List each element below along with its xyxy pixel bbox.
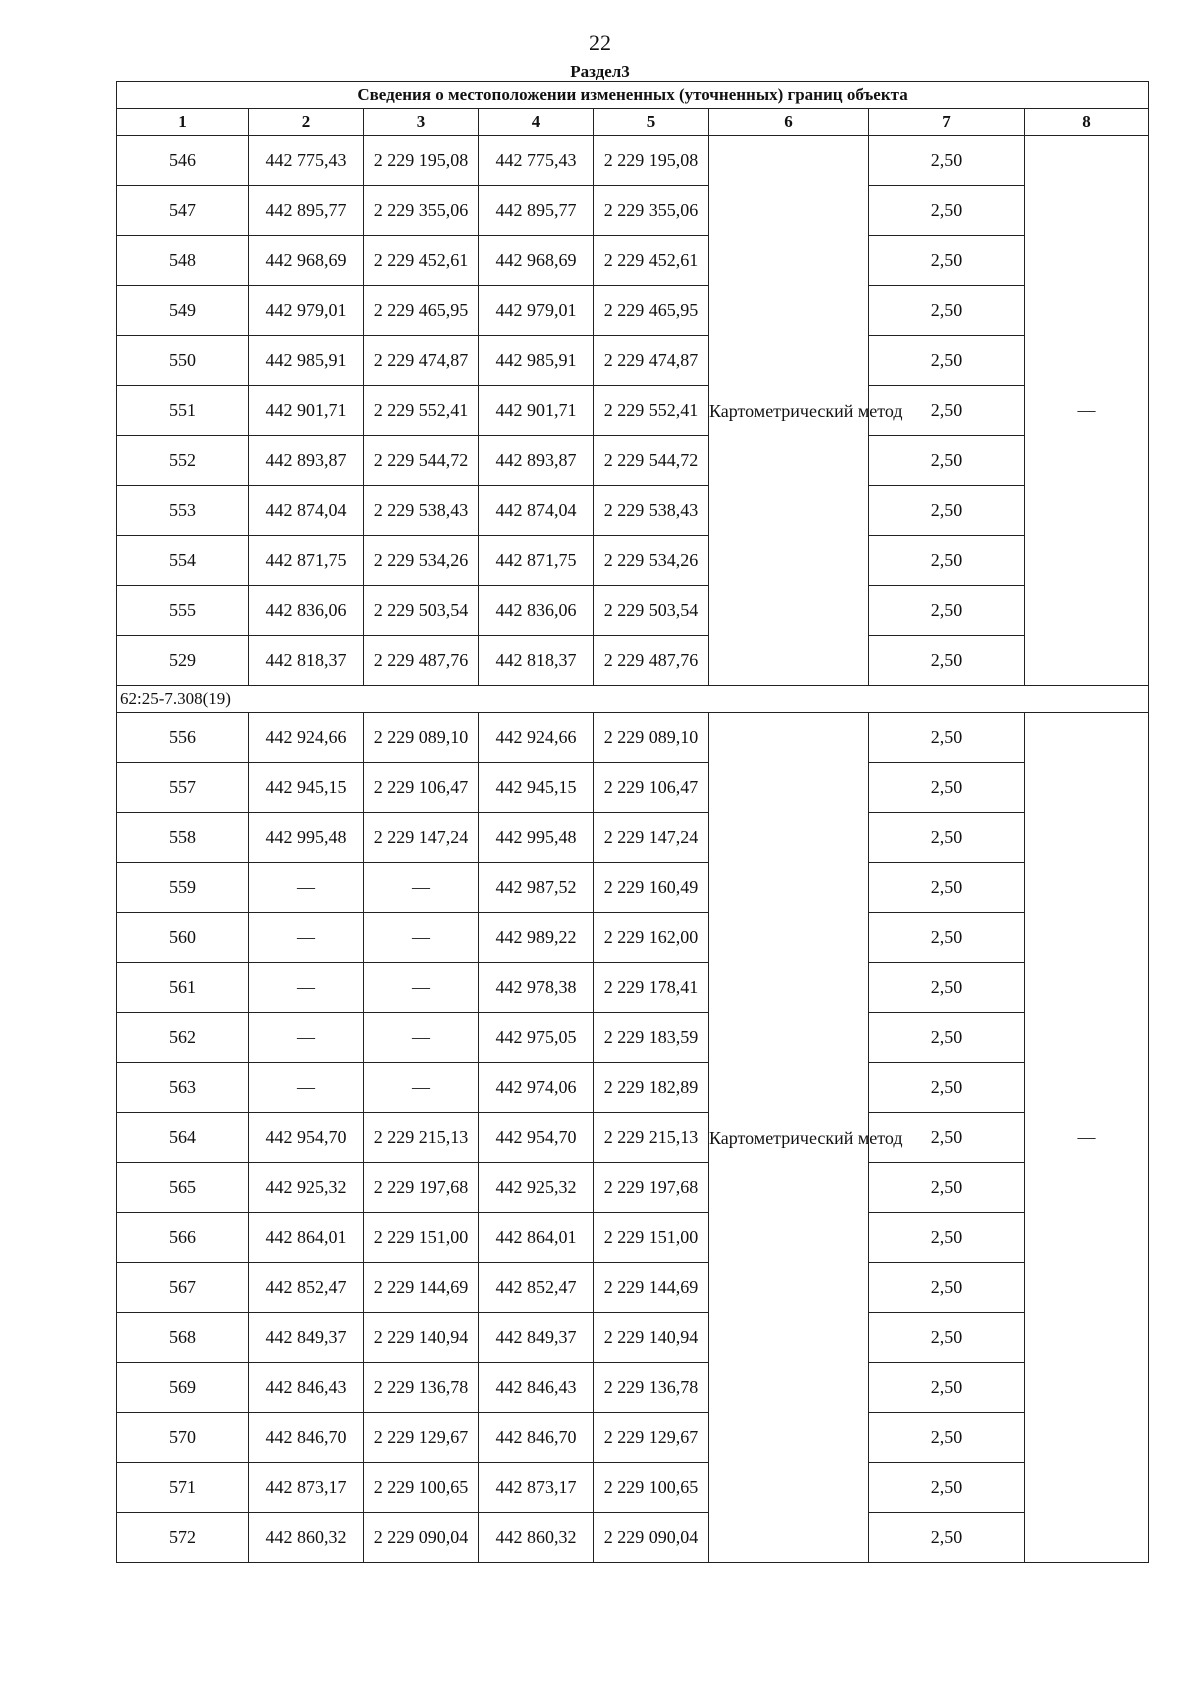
old-x-cell: 442 968,69 [249, 236, 364, 286]
old-x-cell: 442 775,43 [249, 136, 364, 186]
accuracy-cell: 2,50 [869, 386, 1025, 436]
accuracy-cell: 2,50 [869, 713, 1025, 763]
new-y-cell: 2 229 474,87 [594, 336, 709, 386]
new-y-cell: 2 229 183,59 [594, 1013, 709, 1063]
table-row [117, 1263, 1149, 1313]
old-x-cell: 442 895,77 [249, 186, 364, 236]
new-x-cell: 442 924,66 [479, 713, 594, 763]
accuracy-cell: 2,50 [869, 1163, 1025, 1213]
accuracy-cell: 2,50 [869, 863, 1025, 913]
old-y-cell: 2 229 144,69 [364, 1263, 479, 1313]
new-x-cell: 442 925,32 [479, 1163, 594, 1213]
point-number-cell: 551 [117, 386, 249, 436]
old-y-cell: 2 229 465,95 [364, 286, 479, 336]
new-x-cell: 442 846,43 [479, 1363, 594, 1413]
column8-cell: — [1025, 713, 1149, 1563]
table-row [117, 536, 1149, 586]
column-header-4: 4 [479, 109, 594, 136]
table-row [117, 1013, 1149, 1063]
new-y-cell: 2 229 195,08 [594, 136, 709, 186]
table-row [117, 136, 1149, 186]
point-number-cell: 561 [117, 963, 249, 1013]
old-x-cell: — [249, 913, 364, 963]
column-header-5: 5 [594, 109, 709, 136]
old-y-cell: 2 229 452,61 [364, 236, 479, 286]
new-x-cell: 442 864,01 [479, 1213, 594, 1263]
point-number-cell: 570 [117, 1413, 249, 1463]
accuracy-cell: 2,50 [869, 1413, 1025, 1463]
old-x-cell: — [249, 1013, 364, 1063]
table-row [117, 636, 1149, 686]
point-number-cell: 563 [117, 1063, 249, 1113]
accuracy-cell: 2,50 [869, 486, 1025, 536]
accuracy-cell: 2,50 [869, 136, 1025, 186]
old-x-cell: 442 874,04 [249, 486, 364, 536]
accuracy-cell: 2,50 [869, 1263, 1025, 1313]
point-number-cell: 567 [117, 1263, 249, 1313]
point-number-cell: 559 [117, 863, 249, 913]
group-label: 62:25-7.308(19) [117, 686, 1149, 713]
new-y-cell: 2 229 538,43 [594, 486, 709, 536]
accuracy-cell: 2,50 [869, 813, 1025, 863]
table-row [117, 186, 1149, 236]
table-row [117, 236, 1149, 286]
new-y-cell: 2 229 355,06 [594, 186, 709, 236]
new-x-cell: 442 985,91 [479, 336, 594, 386]
table-row [117, 1513, 1149, 1563]
new-x-cell: 442 871,75 [479, 536, 594, 586]
point-number-cell: 566 [117, 1213, 249, 1263]
table-row [117, 1213, 1149, 1263]
point-number-cell: 553 [117, 486, 249, 536]
accuracy-cell: 2,50 [869, 1013, 1025, 1063]
table-row [117, 386, 1149, 436]
new-x-cell: 442 818,37 [479, 636, 594, 686]
table-row [117, 1413, 1149, 1463]
new-y-cell: 2 229 160,49 [594, 863, 709, 913]
new-y-cell: 2 229 465,95 [594, 286, 709, 336]
new-y-cell: 2 229 534,26 [594, 536, 709, 586]
new-x-cell: 442 874,04 [479, 486, 594, 536]
new-x-cell: 442 852,47 [479, 1263, 594, 1313]
new-y-cell: 2 229 215,13 [594, 1113, 709, 1163]
column8-cell: — [1025, 136, 1149, 686]
new-y-cell: 2 229 178,41 [594, 963, 709, 1013]
point-number-cell: 555 [117, 586, 249, 636]
table-row [117, 813, 1149, 863]
accuracy-cell: 2,50 [869, 636, 1025, 686]
column-header-1: 1 [117, 109, 249, 136]
old-y-cell: — [364, 913, 479, 963]
old-x-cell: 442 852,47 [249, 1263, 364, 1313]
accuracy-cell: 2,50 [869, 186, 1025, 236]
new-y-cell: 2 229 162,00 [594, 913, 709, 963]
new-y-cell: 2 229 503,54 [594, 586, 709, 636]
new-x-cell: 442 893,87 [479, 436, 594, 486]
old-y-cell: 2 229 534,26 [364, 536, 479, 586]
new-y-cell: 2 229 487,76 [594, 636, 709, 686]
table-row [117, 586, 1149, 636]
point-number-cell: 571 [117, 1463, 249, 1513]
old-y-cell: 2 229 215,13 [364, 1113, 479, 1163]
new-x-cell: 442 979,01 [479, 286, 594, 336]
boundary-table [116, 81, 1149, 1563]
column-header-2: 2 [249, 109, 364, 136]
new-x-cell: 442 978,38 [479, 963, 594, 1013]
point-number-cell: 547 [117, 186, 249, 236]
new-y-cell: 2 229 089,10 [594, 713, 709, 763]
new-y-cell: 2 229 544,72 [594, 436, 709, 486]
old-y-cell: 2 229 195,08 [364, 136, 479, 186]
new-y-cell: 2 229 182,89 [594, 1063, 709, 1113]
new-x-cell: 442 974,06 [479, 1063, 594, 1113]
new-y-cell: 2 229 452,61 [594, 236, 709, 286]
point-number-cell: 572 [117, 1513, 249, 1563]
old-x-cell: 442 836,06 [249, 586, 364, 636]
new-x-cell: 442 775,43 [479, 136, 594, 186]
point-number-cell: 549 [117, 286, 249, 336]
point-number-cell: 552 [117, 436, 249, 486]
accuracy-cell: 2,50 [869, 536, 1025, 586]
old-y-cell: — [364, 1063, 479, 1113]
point-number-cell: 546 [117, 136, 249, 186]
old-y-cell: 2 229 503,54 [364, 586, 479, 636]
table-row [117, 963, 1149, 1013]
accuracy-cell: 2,50 [869, 763, 1025, 813]
section-label: Раздел3 [570, 62, 630, 81]
point-number-cell: 557 [117, 763, 249, 813]
old-y-cell: 2 229 538,43 [364, 486, 479, 536]
new-y-cell: 2 229 136,78 [594, 1363, 709, 1413]
new-y-cell: 2 229 100,65 [594, 1463, 709, 1513]
point-number-cell: 550 [117, 336, 249, 386]
old-x-cell: — [249, 863, 364, 913]
new-y-cell: 2 229 147,24 [594, 813, 709, 863]
old-y-cell: 2 229 355,06 [364, 186, 479, 236]
new-x-cell: 442 860,32 [479, 1513, 594, 1563]
table-row [117, 1313, 1149, 1363]
column-header-7: 7 [869, 109, 1025, 136]
old-x-cell: 442 846,43 [249, 1363, 364, 1413]
new-x-cell: 442 989,22 [479, 913, 594, 963]
point-number-cell: 529 [117, 636, 249, 686]
table-title: Сведения о местоположении измененных (уточненных) границ объекта [117, 82, 1149, 109]
accuracy-cell: 2,50 [869, 963, 1025, 1013]
table-row [117, 1063, 1149, 1113]
old-y-cell: 2 229 544,72 [364, 436, 479, 486]
accuracy-cell: 2,50 [869, 1063, 1025, 1113]
old-y-cell: 2 229 552,41 [364, 386, 479, 436]
new-x-cell: 442 849,37 [479, 1313, 594, 1363]
new-y-cell: 2 229 140,94 [594, 1313, 709, 1363]
old-x-cell: 442 995,48 [249, 813, 364, 863]
column-header-3: 3 [364, 109, 479, 136]
old-y-cell: 2 229 100,65 [364, 1463, 479, 1513]
table-row [117, 1163, 1149, 1213]
method-cell: Картометрический метод [709, 136, 869, 686]
table-row [117, 436, 1149, 486]
method-cell: Картометрический метод [709, 713, 869, 1563]
point-number-cell: 565 [117, 1163, 249, 1213]
column-header-6: 6 [709, 109, 869, 136]
table-row [117, 486, 1149, 536]
old-y-cell: 2 229 129,67 [364, 1413, 479, 1463]
new-x-cell: 442 836,06 [479, 586, 594, 636]
old-y-cell: — [364, 1013, 479, 1063]
new-y-cell: 2 229 151,00 [594, 1213, 709, 1263]
old-y-cell: 2 229 487,76 [364, 636, 479, 686]
accuracy-cell: 2,50 [869, 1463, 1025, 1513]
old-y-cell: 2 229 090,04 [364, 1513, 479, 1563]
old-x-cell: 442 985,91 [249, 336, 364, 386]
new-y-cell: 2 229 129,67 [594, 1413, 709, 1463]
old-x-cell: 442 846,70 [249, 1413, 364, 1463]
accuracy-cell: 2,50 [869, 436, 1025, 486]
accuracy-cell: 2,50 [869, 1363, 1025, 1413]
page-number: 22 [589, 30, 611, 55]
old-y-cell: — [364, 963, 479, 1013]
old-x-cell: 442 873,17 [249, 1463, 364, 1513]
accuracy-cell: 2,50 [869, 236, 1025, 286]
old-x-cell: 442 864,01 [249, 1213, 364, 1263]
group-label-row [117, 686, 1149, 713]
old-x-cell: — [249, 1063, 364, 1113]
accuracy-cell: 2,50 [869, 1313, 1025, 1363]
old-x-cell: 442 860,32 [249, 1513, 364, 1563]
new-y-cell: 2 229 090,04 [594, 1513, 709, 1563]
point-number-cell: 562 [117, 1013, 249, 1063]
new-y-cell: 2 229 106,47 [594, 763, 709, 813]
old-x-cell: 442 871,75 [249, 536, 364, 586]
table-row [117, 913, 1149, 963]
accuracy-cell: 2,50 [869, 913, 1025, 963]
old-y-cell: 2 229 136,78 [364, 1363, 479, 1413]
old-x-cell: 442 925,32 [249, 1163, 364, 1213]
old-y-cell: 2 229 147,24 [364, 813, 479, 863]
old-x-cell: 442 945,15 [249, 763, 364, 813]
old-x-cell: 442 849,37 [249, 1313, 364, 1363]
new-y-cell: 2 229 144,69 [594, 1263, 709, 1313]
accuracy-cell: 2,50 [869, 286, 1025, 336]
accuracy-cell: 2,50 [869, 1113, 1025, 1163]
column-header-8: 8 [1025, 109, 1149, 136]
new-x-cell: 442 954,70 [479, 1113, 594, 1163]
new-y-cell: 2 229 552,41 [594, 386, 709, 436]
new-x-cell: 442 968,69 [479, 236, 594, 286]
old-x-cell: — [249, 963, 364, 1013]
table-row [117, 286, 1149, 336]
point-number-cell: 560 [117, 913, 249, 963]
point-number-cell: 568 [117, 1313, 249, 1363]
point-number-cell: 558 [117, 813, 249, 863]
accuracy-cell: 2,50 [869, 1513, 1025, 1563]
new-x-cell: 442 873,17 [479, 1463, 594, 1513]
old-y-cell: 2 229 474,87 [364, 336, 479, 386]
new-x-cell: 442 945,15 [479, 763, 594, 813]
old-y-cell: 2 229 197,68 [364, 1163, 479, 1213]
new-y-cell: 2 229 197,68 [594, 1163, 709, 1213]
table-row [117, 763, 1149, 813]
point-number-cell: 556 [117, 713, 249, 763]
old-x-cell: 442 818,37 [249, 636, 364, 686]
new-x-cell: 442 895,77 [479, 186, 594, 236]
accuracy-cell: 2,50 [869, 336, 1025, 386]
old-y-cell: 2 229 089,10 [364, 713, 479, 763]
old-x-cell: 442 924,66 [249, 713, 364, 763]
table-row [117, 1363, 1149, 1413]
table-row [117, 1113, 1149, 1163]
new-x-cell: 442 846,70 [479, 1413, 594, 1463]
new-x-cell: 442 975,05 [479, 1013, 594, 1063]
table-row [117, 1463, 1149, 1513]
old-y-cell: 2 229 140,94 [364, 1313, 479, 1363]
old-y-cell: 2 229 106,47 [364, 763, 479, 813]
accuracy-cell: 2,50 [869, 1213, 1025, 1263]
table-row [117, 713, 1149, 763]
old-x-cell: 442 954,70 [249, 1113, 364, 1163]
point-number-cell: 569 [117, 1363, 249, 1413]
point-number-cell: 564 [117, 1113, 249, 1163]
new-x-cell: 442 901,71 [479, 386, 594, 436]
new-x-cell: 442 995,48 [479, 813, 594, 863]
point-number-cell: 548 [117, 236, 249, 286]
old-x-cell: 442 901,71 [249, 386, 364, 436]
table-row [117, 336, 1149, 386]
old-y-cell: — [364, 863, 479, 913]
accuracy-cell: 2,50 [869, 586, 1025, 636]
old-y-cell: 2 229 151,00 [364, 1213, 479, 1263]
point-number-cell: 554 [117, 536, 249, 586]
table-row [117, 863, 1149, 913]
new-x-cell: 442 987,52 [479, 863, 594, 913]
old-x-cell: 442 979,01 [249, 286, 364, 336]
old-x-cell: 442 893,87 [249, 436, 364, 486]
